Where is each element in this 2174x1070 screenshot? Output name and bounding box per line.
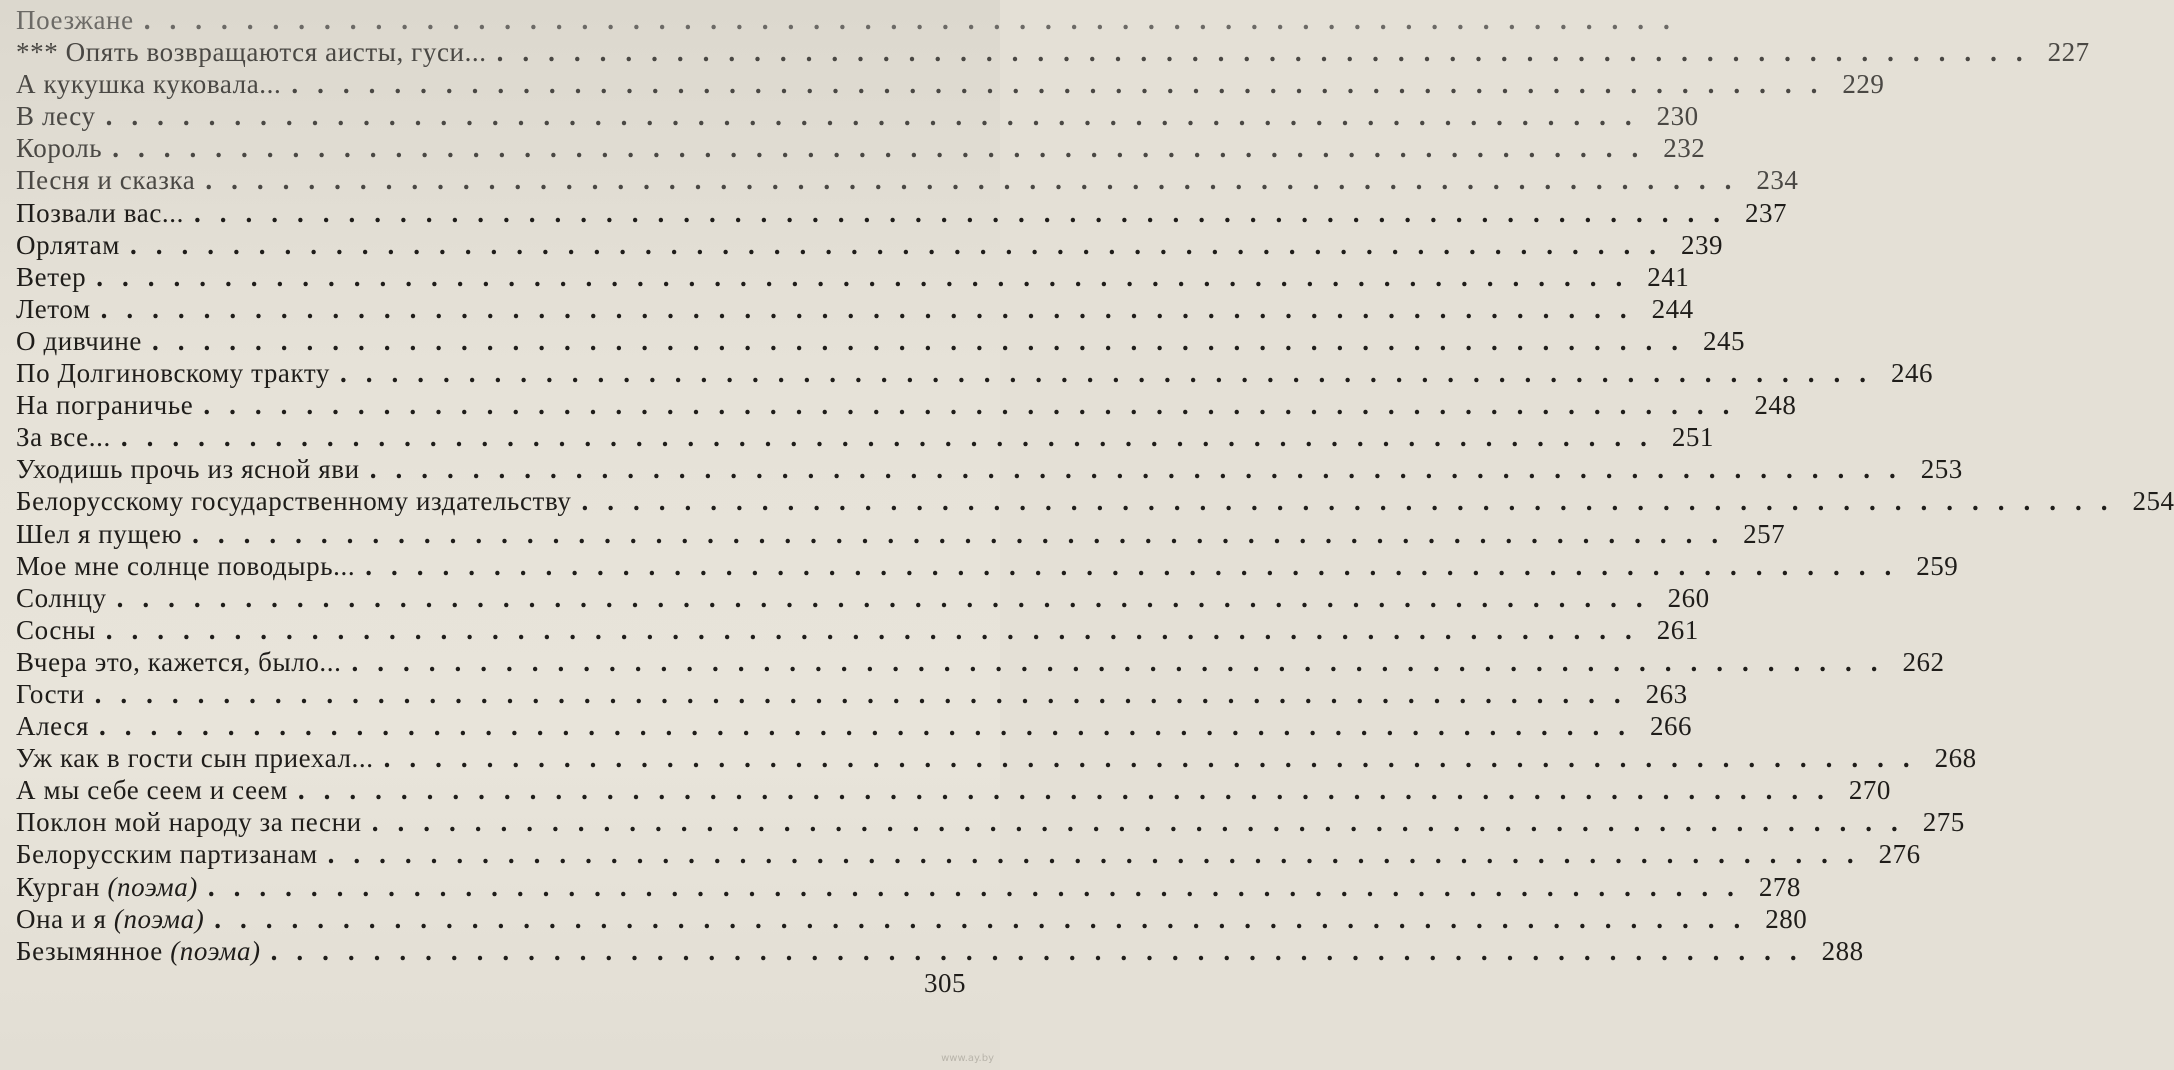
toc-entry-title-text: Король — [16, 133, 103, 164]
toc-entry — [16, 903, 1808, 935]
toc-entry-title — [16, 806, 362, 838]
toc-entry-page-number: 259 — [1916, 550, 1959, 581]
toc-entry-title — [16, 132, 102, 164]
toc-entry-title-text: А кукушка куковала... — [16, 69, 282, 100]
toc-entry-page-number: 276 — [1878, 839, 1921, 870]
toc-entry-page-number: 244 — [1651, 293, 1694, 324]
toc-entry — [16, 710, 1693, 742]
toc-entry — [16, 36, 2090, 68]
toc-entry-title-text: Гости — [16, 678, 85, 709]
toc-entry-title-text: Алеся — [16, 711, 90, 742]
toc-entry-page-number: 260 — [1667, 582, 1710, 613]
dot-leader: ............................................................ — [120, 422, 1666, 453]
toc-entry-page-number: 275 — [1922, 807, 1965, 838]
toc-entry-title-text: Курган — [16, 871, 101, 902]
toc-entry — [16, 421, 1714, 453]
toc-entry — [16, 261, 1690, 293]
toc-entry-title — [16, 325, 142, 357]
dot-leader: ............................................................ — [112, 133, 1658, 164]
dot-leader: ............................................................ — [291, 69, 1837, 100]
dot-leader: ............................................................ — [203, 390, 1749, 421]
toc-entry-page-number: 245 — [1703, 325, 1746, 356]
toc-entry-page-number: 246 — [1891, 358, 1934, 389]
toc-entry — [16, 293, 1694, 325]
toc-entry — [16, 325, 1746, 357]
toc-entry — [16, 582, 1710, 614]
toc-entry-title-text: *** Опять возвращаются аисты, гуси... — [16, 37, 487, 68]
toc-entry-title-text: Белорусскому государственному издательству — [16, 486, 572, 517]
toc-entry-page-number: 305 — [924, 967, 966, 998]
toc-entry-title-text: Белорусским партизанам — [16, 839, 318, 870]
toc-entry-title-text: Уж как в гости сын приехал... — [16, 743, 374, 774]
toc-entry-page-number: 234 — [1756, 165, 1799, 196]
toc-entry-title-text: На пограничье — [16, 390, 194, 421]
dot-leader: ............................................................ — [152, 325, 1698, 356]
toc-entry-page-number: 251 — [1671, 422, 1714, 453]
toc-entry — [16, 453, 1963, 485]
dot-leader: ............................................................ — [193, 197, 1739, 228]
toc-entry-page-number: 262 — [1902, 646, 1945, 677]
dot-leader: ............................................................ — [383, 743, 1929, 774]
toc-entry-page-number: 266 — [1650, 711, 1693, 742]
dot-leader: ............................................................ — [207, 871, 1753, 902]
dot-leader: ............................................................ — [99, 711, 1645, 742]
watermark: www.ay.by — [941, 1053, 994, 1064]
toc-entry-page-number: 268 — [1934, 743, 1977, 774]
toc-entry-page-number: 237 — [1744, 197, 1787, 228]
toc-entry-title-text: Орлятам — [16, 229, 120, 260]
toc-entry-page-number: 239 — [1680, 229, 1723, 260]
dot-leader: ............................................................ — [297, 775, 1843, 806]
dot-leader: ............................................................ — [143, 5, 1689, 35]
toc-entry-page-number: 288 — [1821, 935, 1864, 966]
toc-entry-title — [16, 742, 374, 774]
toc-entry-page-number: 230 — [1656, 101, 1699, 132]
toc-entry-title — [16, 293, 91, 325]
toc-entry-page-number: 278 — [1758, 871, 1801, 902]
dot-leader: ............................................................ — [581, 486, 2127, 517]
toc-entry-title — [16, 261, 86, 293]
toc-entry — [16, 646, 1945, 678]
toc-entry-title — [16, 4, 134, 36]
toc-entry-title-text: Ветер — [16, 261, 87, 292]
toc-entry-page-number: 248 — [1754, 390, 1797, 421]
toc-entry — [16, 68, 1885, 100]
toc-entry-note: (поэма) — [107, 871, 198, 902]
toc-entry-title — [16, 518, 182, 550]
dot-leader: ............................................................ — [94, 678, 1640, 709]
toc-entry-title-text: Позвали вас... — [16, 197, 184, 228]
toc-entry-page-number: 229 — [1842, 69, 1885, 100]
toc-entry-title-text: Безымянное — [16, 935, 163, 966]
dot-leader: ............................................................ — [327, 839, 1873, 870]
toc-entry-title-text: А мы себе сеем и сеем — [16, 775, 288, 806]
toc-entry-page-number: 253 — [1920, 454, 1963, 485]
toc-entry-title-text: Сосны — [16, 614, 96, 645]
toc-entry-title — [16, 229, 120, 261]
toc-entry-title — [16, 646, 341, 678]
toc-entry-title — [16, 357, 330, 389]
dot-leader: ............................................................ — [105, 614, 1651, 645]
toc-entry-page-number: 280 — [1765, 903, 1808, 934]
toc-entry-title-text: Уходишь прочь из ясной яви — [16, 454, 360, 485]
dot-leader: ............................................................ — [214, 903, 1760, 934]
dot-leader: ............................................................ — [369, 454, 1915, 485]
toc-entry-title — [16, 36, 487, 68]
dot-leader: ............................................................ — [270, 935, 1816, 966]
toc-entry — [16, 742, 1977, 774]
toc-entry-title — [16, 935, 261, 967]
toc-entry-title — [16, 453, 360, 485]
toc-entry-title-text: Песня и сказка — [16, 165, 196, 196]
toc-entry — [16, 871, 1801, 903]
toc-entry — [16, 806, 1965, 838]
toc-entry-title — [16, 100, 96, 132]
dot-leader: ............................................................ — [129, 229, 1675, 260]
dot-leader: ............................................................ — [365, 550, 1911, 581]
dot-leader: ............................................................ — [205, 165, 1751, 196]
toc-entry-title — [16, 164, 195, 196]
dot-leader: ............................................................ — [100, 293, 1646, 324]
toc-entry — [16, 229, 1723, 261]
toc-entry — [16, 164, 1799, 196]
toc-entry — [16, 774, 1891, 806]
toc-entry — [16, 389, 1797, 421]
toc-entry-title — [16, 550, 355, 582]
toc-entry-title-text: Поезжане — [16, 5, 134, 35]
toc-entry — [16, 550, 1959, 582]
toc-entry-title-text: Летом — [16, 293, 91, 324]
toc-entry-page-number: 270 — [1848, 775, 1891, 806]
toc-entry-page-number: 227 — [2047, 37, 2090, 68]
toc-entry-title-text: Солнцу — [16, 582, 107, 613]
toc-entry-page-number: 254 — [2132, 486, 2174, 517]
table-of-contents — [16, 4, 2174, 999]
toc-entry — [16, 935, 1864, 967]
toc-entry-page-number: 257 — [1743, 518, 1786, 549]
toc-entry-title — [16, 421, 111, 453]
toc-entry-page-number: 263 — [1645, 678, 1688, 709]
dot-leader: ............................................................ — [105, 101, 1651, 132]
toc-entry-title-text: О дивчине — [16, 325, 143, 356]
toc-entry-title-text: Вчера это, кажется, было... — [16, 646, 342, 677]
toc-entry-title — [16, 710, 89, 742]
dot-leader: ............................................................ — [96, 261, 1642, 292]
toc-entry-page-number: 241 — [1647, 261, 1690, 292]
toc-entry — [16, 357, 1934, 389]
toc-entry-title — [16, 389, 193, 421]
toc-entry — [16, 967, 966, 999]
toc-entry — [16, 678, 1688, 710]
toc-entry-title — [16, 68, 281, 100]
toc-entry — [16, 100, 1699, 132]
dot-leader: ............................................................ — [116, 582, 1662, 613]
toc-entry-page-number: 261 — [1656, 614, 1699, 645]
toc-entry — [16, 518, 1786, 550]
toc-entry-title — [16, 903, 204, 935]
toc-entry-title-text: Шел я пущею — [16, 518, 183, 549]
toc-entry-title-text: По Долгиновскому тракту — [16, 358, 331, 389]
toc-entry-title-text: За все... — [16, 422, 111, 453]
dot-leader: ............................................................ — [351, 646, 1897, 677]
toc-entry-note: (поэма) — [170, 935, 261, 966]
dot-leader: ............................................................ — [496, 37, 2042, 68]
toc-entry-title — [16, 678, 85, 710]
toc-entry-page-number: 232 — [1663, 133, 1706, 164]
toc-entry-title-text: Поклон мой народу за песни — [16, 807, 362, 838]
toc-entry-title — [16, 485, 571, 517]
toc-entry-title — [16, 582, 107, 614]
dot-leader: ............................................................ — [340, 358, 1886, 389]
toc-entry-title-text: В лесу — [16, 101, 96, 132]
toc-entry-title-text: Она и я — [16, 903, 107, 934]
dot-leader: ............................................................ — [371, 807, 1917, 838]
toc-entry-title — [16, 871, 198, 903]
toc-entry-title — [16, 774, 288, 806]
toc-entry — [16, 485, 2174, 517]
dot-leader: ............................................................ — [192, 518, 1738, 549]
toc-entry-title — [16, 197, 184, 229]
toc-entry — [16, 4, 1689, 36]
toc-entry — [16, 614, 1699, 646]
toc-entry — [16, 838, 1921, 870]
toc-entry-title — [16, 614, 96, 646]
toc-entry-note: (поэма) — [113, 903, 205, 934]
toc-entry-title-text: Мое мне солнце поводырь... — [16, 550, 356, 581]
toc-entry-title — [16, 838, 318, 870]
toc-entry — [16, 197, 1787, 229]
toc-entry — [16, 132, 1706, 164]
